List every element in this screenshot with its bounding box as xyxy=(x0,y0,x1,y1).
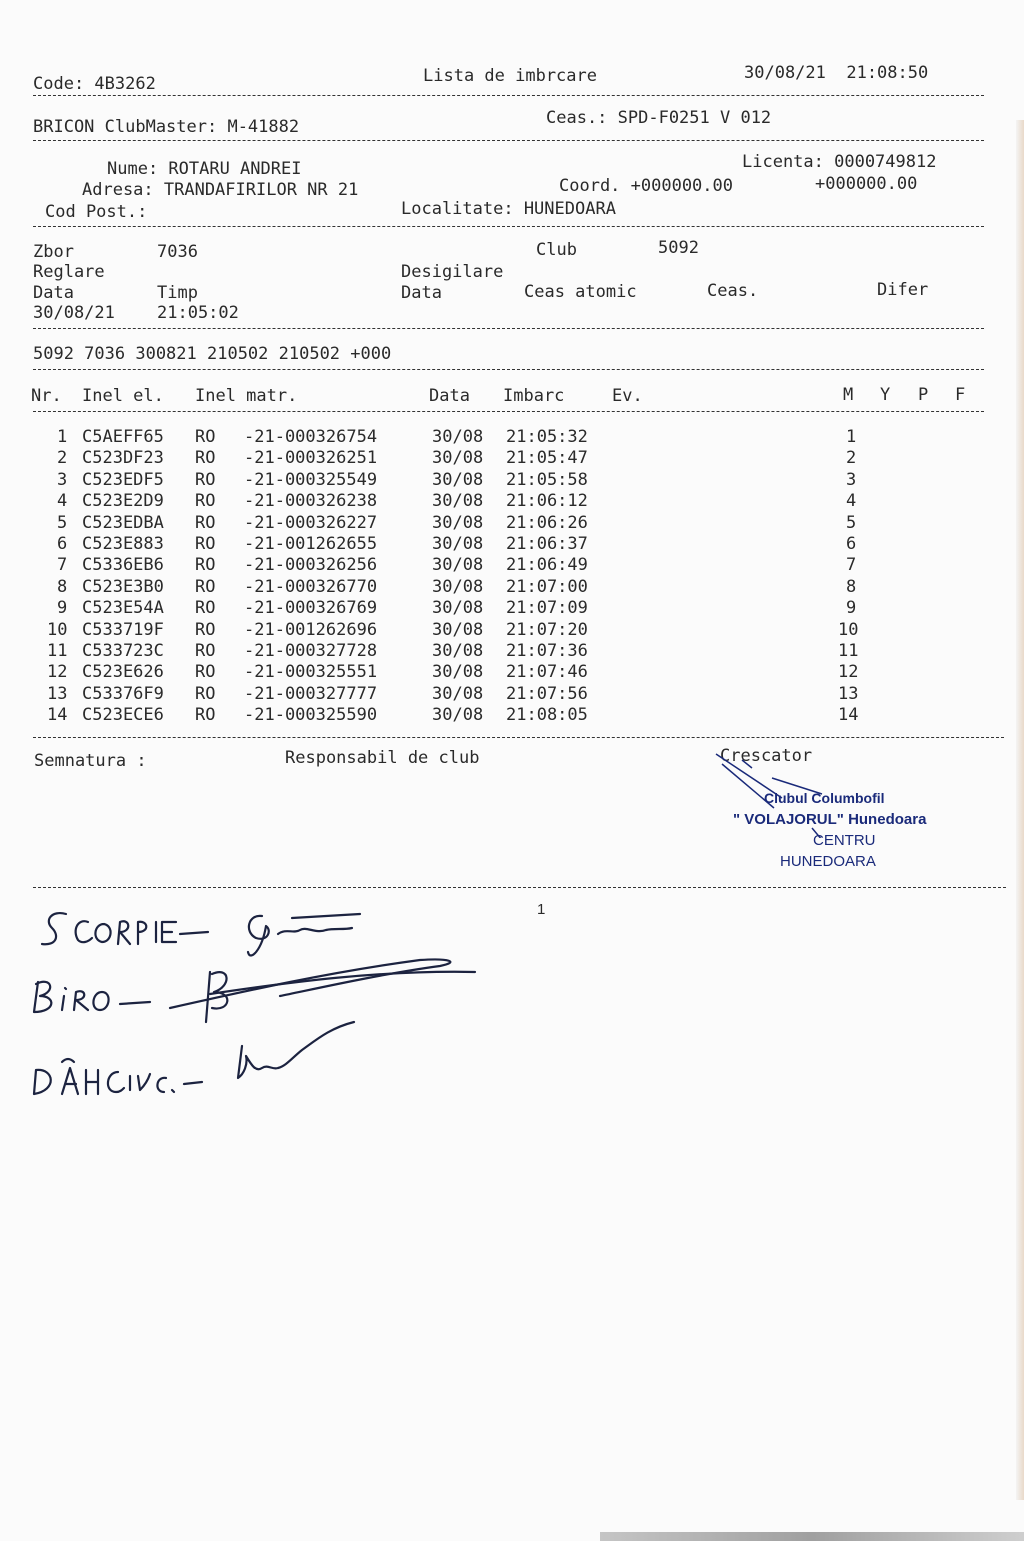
row-date: 30/08 xyxy=(432,598,484,619)
col-header-inel-matr: Inel matr. xyxy=(195,386,298,406)
print-datetime: 30/08/21 21:08:50 xyxy=(744,63,929,83)
row-position: 4 xyxy=(846,491,857,512)
handwritten-signatures xyxy=(30,900,500,1110)
row-ring-number: -21-001262655 xyxy=(244,534,378,554)
paper-edge xyxy=(1016,120,1024,1500)
owner-address: Adresa: TRANDAFIRILOR NR 21 xyxy=(82,180,359,200)
col-header-m: M xyxy=(843,385,854,405)
row-nr: 12 xyxy=(47,662,68,683)
row-nr: 6 xyxy=(57,534,68,554)
row-ring-number: -21-000327777 xyxy=(244,683,378,704)
row-position: 10 xyxy=(838,619,859,640)
data2-label: Data xyxy=(401,283,442,303)
row-ring-number: -21-000327728 xyxy=(244,641,378,661)
divider xyxy=(33,328,984,329)
row-date: 30/08 xyxy=(432,534,484,554)
row-time: 21:07:46 xyxy=(506,662,588,683)
row-date: 30/08 xyxy=(432,619,484,640)
stamp-line-2: " VOLAJORUL" Hunedoara xyxy=(733,811,927,828)
row-nr: 1 xyxy=(57,427,68,447)
row-position: 2 xyxy=(846,448,857,469)
flight-label: Zbor xyxy=(33,242,74,262)
row-time: 21:07:36 xyxy=(506,641,588,661)
row-ring-electronic: C5AEFF65 xyxy=(82,427,164,447)
row-time: 21:06:37 xyxy=(506,534,588,554)
row-country: RO xyxy=(195,705,216,726)
row-date: 30/08 xyxy=(432,662,484,683)
row-country: RO xyxy=(195,534,216,554)
row-ring-electronic: C533723C xyxy=(82,641,164,661)
club-label: Club xyxy=(536,240,577,260)
code-line: 5092 7036 300821 210502 210502 +000 xyxy=(33,344,392,364)
row-date: 30/08 xyxy=(432,491,484,512)
reglare-label: Reglare xyxy=(33,262,105,282)
divider xyxy=(33,737,1004,738)
row-position: 8 xyxy=(846,576,857,597)
row-country: RO xyxy=(195,448,216,469)
row-time: 21:06:49 xyxy=(506,555,588,576)
row-nr: 13 xyxy=(47,683,68,704)
row-ring-number: -21-000326227 xyxy=(244,512,378,533)
row-country: RO xyxy=(195,641,216,661)
row-country: RO xyxy=(195,555,216,576)
row-date: 30/08 xyxy=(432,555,484,576)
row-date: 30/08 xyxy=(432,641,484,661)
page-number: 1 xyxy=(537,901,546,918)
row-nr: 9 xyxy=(57,598,68,619)
row-ring-electronic: C523E626 xyxy=(82,662,164,683)
difference-label: Difer xyxy=(877,280,929,300)
row-position: 9 xyxy=(846,598,857,619)
col-header-data: Data xyxy=(429,386,470,406)
row-ring-electronic: C523E54A xyxy=(82,598,164,619)
row-nr: 5 xyxy=(57,512,68,533)
row-country: RO xyxy=(195,576,216,597)
club-value: 5092 xyxy=(658,238,699,258)
row-ring-number: -21-000326770 xyxy=(244,576,378,597)
row-ring-electronic: C523E2D9 xyxy=(82,491,164,512)
row-ring-electronic: C523EDBA xyxy=(82,512,164,533)
row-date: 30/08 xyxy=(432,469,484,490)
divider xyxy=(33,226,984,227)
col-header-ev: Ev. xyxy=(612,386,643,406)
clock-label: Ceas. xyxy=(707,281,759,301)
row-nr: 2 xyxy=(57,448,68,469)
signature-label: Semnatura : xyxy=(34,751,147,771)
row-time: 21:05:32 xyxy=(506,427,588,447)
clubmaster-id: BRICON ClubMaster: M-41882 xyxy=(33,117,300,137)
row-date: 30/08 xyxy=(432,448,484,469)
row-position: 13 xyxy=(838,683,859,704)
col-header-p: P xyxy=(918,385,929,405)
row-country: RO xyxy=(195,469,216,490)
divider xyxy=(33,140,984,141)
postal-code: Cod Post.: xyxy=(45,202,148,222)
row-ring-number: -21-000326238 xyxy=(244,491,378,512)
document-title: Lista de imbrcare xyxy=(423,66,597,86)
row-nr: 8 xyxy=(57,576,68,597)
row-ring-electronic: C523EDF5 xyxy=(82,469,164,490)
flight-value: 7036 xyxy=(157,242,198,262)
paper-edge-bottom xyxy=(600,1532,1024,1541)
row-ring-electronic: C533719F xyxy=(82,619,164,640)
row-position: 6 xyxy=(846,534,857,554)
row-position: 14 xyxy=(838,705,859,726)
breeder-label: Crescator xyxy=(720,746,813,766)
row-position: 1 xyxy=(846,427,857,447)
row-ring-electronic: C5336EB6 xyxy=(82,555,164,576)
row-time: 21:06:12 xyxy=(506,491,588,512)
owner-name: Nume: ROTARU ANDREI xyxy=(107,159,302,179)
row-country: RO xyxy=(195,662,216,683)
col-header-nr: Nr. xyxy=(31,386,62,406)
row-ring-number: -21-000326769 xyxy=(244,598,378,619)
row-country: RO xyxy=(195,683,216,704)
row-nr: 7 xyxy=(57,555,68,576)
row-ring-number: -21-000326256 xyxy=(244,555,378,576)
stamp-strokes xyxy=(712,748,912,838)
divider xyxy=(33,369,984,370)
col-header-inel-el: Inel el. xyxy=(82,386,164,406)
row-ring-number: -21-000326754 xyxy=(244,427,378,447)
divider xyxy=(33,411,984,412)
col-header-y: Y xyxy=(880,385,891,405)
row-ring-number: -21-000325551 xyxy=(244,662,378,683)
row-ring-number: -21-000326251 xyxy=(244,448,378,469)
row-ring-number: -21-000325549 xyxy=(244,469,378,490)
row-time: 21:06:26 xyxy=(506,512,588,533)
stamp-line-1: Clubul Columbofil xyxy=(764,790,885,806)
row-position: 3 xyxy=(846,469,857,490)
stamp-line-3: CENTRU xyxy=(813,832,876,849)
row-position: 7 xyxy=(846,555,857,576)
row-time: 21:07:00 xyxy=(506,576,588,597)
locality: Localitate: HUNEDOARA xyxy=(401,199,616,219)
row-time: 21:07:56 xyxy=(506,683,588,704)
reglare-date: 30/08/21 xyxy=(33,303,115,323)
clock-id: Ceas.: SPD-F0251 V 012 xyxy=(546,108,772,128)
timp-label: Timp xyxy=(157,283,198,303)
row-date: 30/08 xyxy=(432,683,484,704)
coordinates: Coord. +000000.00 xyxy=(559,176,733,196)
row-position: 11 xyxy=(838,641,859,661)
row-ring-electronic: C53376F9 xyxy=(82,683,164,704)
coordinates-second: +000000.00 xyxy=(815,174,918,194)
row-nr: 14 xyxy=(47,705,68,726)
row-ring-electronic: C523E3B0 xyxy=(82,576,164,597)
row-date: 30/08 xyxy=(432,512,484,533)
row-time: 21:07:09 xyxy=(506,598,588,619)
row-ring-number: -21-000325590 xyxy=(244,705,378,726)
row-date: 30/08 xyxy=(432,576,484,597)
row-time: 21:05:58 xyxy=(506,469,588,490)
row-ring-number: -21-001262696 xyxy=(244,619,378,640)
stamp-line-4: HUNEDOARA xyxy=(780,853,876,870)
row-country: RO xyxy=(195,619,216,640)
reglare-time: 21:05:02 xyxy=(157,303,239,323)
atomic-clock-label: Ceas atomic xyxy=(524,282,637,302)
row-ring-electronic: C523ECE6 xyxy=(82,705,164,726)
col-header-imbarc: Imbarc xyxy=(503,386,565,406)
col-header-f: F xyxy=(955,385,966,405)
row-position: 5 xyxy=(846,512,857,533)
row-position: 12 xyxy=(838,662,859,683)
row-ring-electronic: C523DF23 xyxy=(82,448,164,469)
row-ring-electronic: C523E883 xyxy=(82,534,164,554)
row-country: RO xyxy=(195,512,216,533)
row-nr: 3 xyxy=(57,469,68,490)
data-label: Data xyxy=(33,283,74,303)
row-nr: 11 xyxy=(47,641,68,661)
divider xyxy=(33,95,984,96)
row-country: RO xyxy=(195,491,216,512)
row-nr: 4 xyxy=(57,491,68,512)
row-time: 21:07:20 xyxy=(506,619,588,640)
row-country: RO xyxy=(195,427,216,447)
divider xyxy=(33,887,1006,888)
code-label: Code: 4B3262 xyxy=(33,74,156,94)
row-date: 30/08 xyxy=(432,427,484,447)
club-responsible-label: Responsabil de club xyxy=(285,748,480,768)
desigilare-label: Desigilare xyxy=(401,262,504,282)
row-time: 21:05:47 xyxy=(506,448,588,469)
license-number: Licenta: 0000749812 xyxy=(742,152,937,172)
row-country: RO xyxy=(195,598,216,619)
row-date: 30/08 xyxy=(432,705,484,726)
row-time: 21:08:05 xyxy=(506,705,588,726)
row-nr: 10 xyxy=(47,619,68,640)
